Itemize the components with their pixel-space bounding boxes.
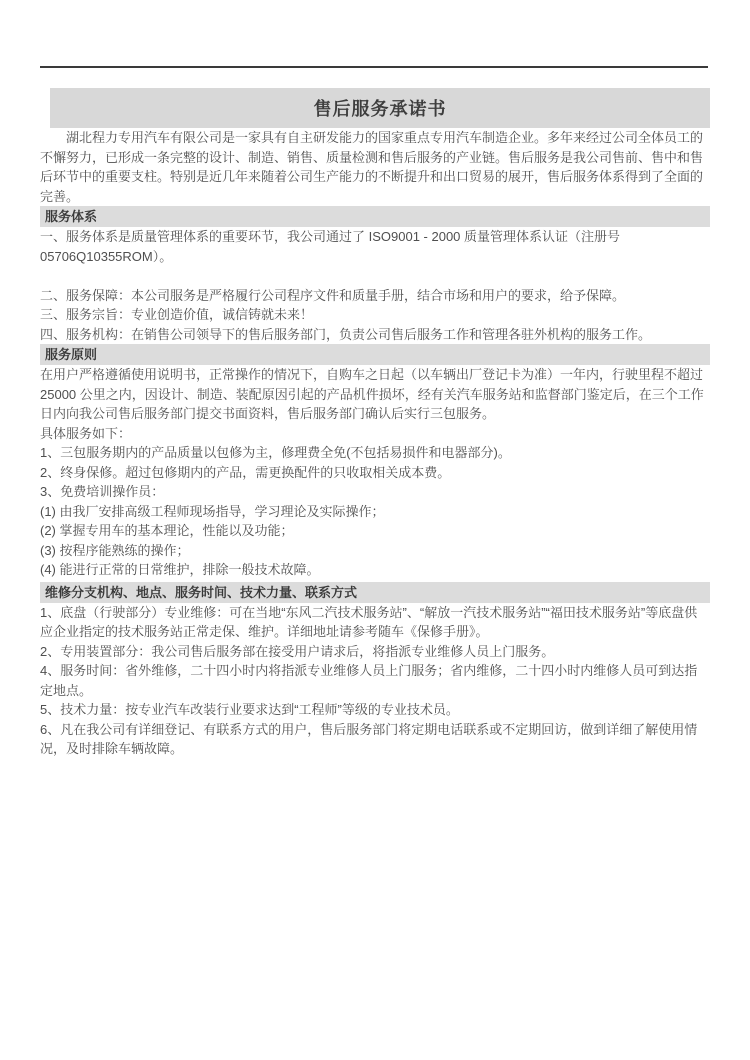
- paragraph-service-system-3: 三、服务宗旨：专业创造价值，诚信铸就未来！: [40, 307, 314, 322]
- paragraph-service-system-2: 二、服务保障：本公司服务是严格履行公司程序文件和质量手册，结合市场和用户的要求，给予保障。: [40, 287, 626, 303]
- paragraph-branches-item-4: 4、服务时间：省外维修，二十四小时内将指派专业维修人员上门服务；省内维修，二十四小时内维修人员可到达指定地点。: [40, 663, 698, 698]
- paragraph-principles-subitem-1: (1) 由我厂安排高级工程师现场指导，学习理论及实际操作；: [40, 503, 385, 519]
- section-heading-repair-branches: [40, 582, 710, 603]
- intro-paragraph: 湖北程力专用汽车有限公司是一家具有自主研发能力的国家重点专用汽车制造企业。多年来经过公司全体员工的不懈努力，已形成一条完整的设计、制造、销售、质量检测和售后服务的产业链。售后服务是我公司售前、售中和售后环节中的重要支柱。特别是近几年来随着公司生产能力的不断提升和出口贸易的展开，售后服务体系得到了全面的完善。: [40, 130, 704, 204]
- paragraph-service-system-4: 四、服务机构：在销售公司领导下的售后服务部门，负责公司售后服务工作和管理各驻外机构的服务工作。: [40, 326, 652, 342]
- document-page: [40, 0, 710, 759]
- paragraph-principles-lead-in: 具体服务如下：: [40, 425, 132, 441]
- document-title-bar: [50, 88, 710, 128]
- paragraph-principles-subitem-4: (4) 能进行正常的日常维护，排除一般技术故障。: [40, 562, 320, 577]
- paragraph-branches-item-1: 1、底盘（行驶部分）专业维修：可在当地“东风二汽技术服务站”、“解放一汽技术服务站”“福田技术服务站”等底盘供应企业指定的技术服务站正常走保、维护。详细地址请参考随车《保修手册》。: [40, 604, 698, 639]
- section-heading-label: 服务原则: [45, 347, 98, 362]
- section-heading-service-principles: [40, 344, 710, 365]
- section-heading-label: 维修分支机构、地点、服务时间、技术力量、联系方式: [45, 584, 358, 600]
- paragraph-branches-item-5: 5、技术力量：按专业汽车改装行业要求达到“工程师”等级的专业技术员。: [40, 702, 459, 717]
- paragraph-branches-item-6: 6、凡在我公司有详细登记、有联系方式的用户，售后服务部门将定期电话联系或不定期回访，做到详细了解使用情况，及时排除车辆故障。: [40, 721, 698, 756]
- paragraph-principles-item-2: 2、终身保修。超过包修期内的产品，需更换配件的只收取相关成本费。: [40, 464, 451, 480]
- paragraph-principles-intro: 在用户严格遵循使用说明书，正常操作的情况下，自购车之日起（以车辆出厂登记卡为准）一年内，行驶里程不超过 25000 公里之内，因设计、制造、装配原因引起的产品机件损坏，经有关汽车服务站和监督部门鉴定后，在三个工作日内向我公司售后服务部门提交书面资料，售后服务部门确认后实行三包服务。: [40, 367, 704, 421]
- document-title: 售后服务承诺书: [313, 99, 447, 119]
- paragraph-principles-subitem-3: (3) 按程序能熟练的操作；: [40, 542, 190, 558]
- paragraph-branches-item-2: 2、专用装置部分：我公司售后服务部在接受用户请求后，将指派专业维修人员上门服务。: [40, 643, 555, 659]
- paragraph-principles-item-1: 1、三包服务期内的产品质量以包修为主，修理费全免(不包括易损件和电器部分)。: [40, 445, 511, 460]
- section-heading-label: 服务体系: [45, 209, 98, 224]
- top-border-line: [40, 66, 708, 68]
- section-heading-service-system: [40, 206, 710, 227]
- paragraph-service-system-1: 一、服务体系是质量管理体系的重要环节，我公司通过了 ISO9001 - 2000 质量管理体系认证（注册号 05706Q10355ROM）。: [40, 229, 621, 264]
- paragraph-principles-item-3: 3、免费培训操作员：: [40, 484, 165, 499]
- paragraph-principles-subitem-2: (2) 掌握专用车的基本理论，性能以及功能；: [40, 523, 294, 538]
